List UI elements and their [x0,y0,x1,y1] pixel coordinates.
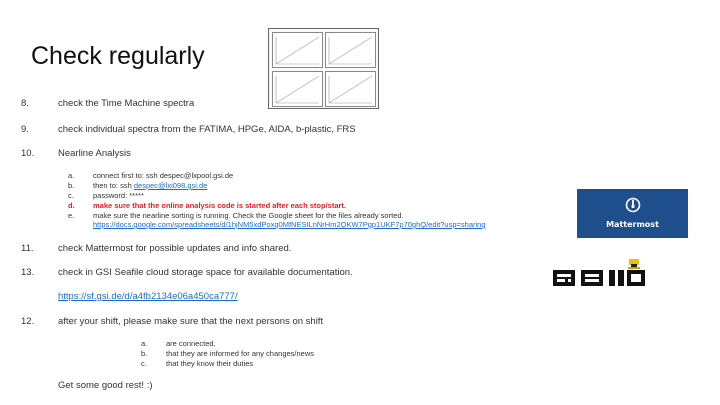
sub-letter: b. [68,181,75,190]
item-text: check the Time Machine spectra [58,98,195,109]
seafile-link[interactable]: https://sf.gsi.de/d/a4fb2134e06a450ca777/ [58,291,238,302]
mattermost-label: Mattermost [606,220,659,229]
spectrum-panel [325,32,376,68]
closing-text: Get some good rest! :) [58,380,153,391]
sub-text-with-link [93,181,207,190]
sub-letter: c. [141,359,147,368]
item-text: check in GSI Seafile cloud storage space for available documentation. [58,267,353,278]
time-machine-spectra-thumbnail [268,28,379,109]
item-text: check Mattermost for possible updates and info shared. [58,243,292,254]
sub-text-warning: make sure that the online analysis code is started after each stop/start. [93,201,347,210]
sub-text: are connected, [166,339,216,348]
sub-letter: b. [141,349,148,358]
item-number: 10. [21,148,35,159]
sub-text: password: ***** [93,191,144,200]
spectrum-panel [272,71,323,107]
sub-text: that they know their duties [166,359,254,368]
mattermost-logo [577,189,688,238]
sub-text: make sure the nearline sorting is running. Check the Google sheet for the files already sorted. [93,211,404,220]
item-number: 11. [21,243,34,254]
slide-title: Check regularly [31,42,205,70]
mattermost-icon [625,197,641,213]
spectrum-panel [325,71,376,107]
item-number: 13. [21,267,35,278]
item-text: check individual spectra from the FATIMA, HPGe, AIDA, b-plastic, FRS [58,124,356,135]
item-number: 12. [21,316,35,327]
item-text: after your shift, please make sure that the next persons on shift [58,316,324,327]
sub-letter: a. [68,171,75,180]
gsi-logo [551,258,647,288]
sub-letter: a. [141,339,148,348]
spectrum-panel [272,32,323,68]
sub-letter: d. [68,201,75,210]
sub-prefix: then to: ssh [93,181,134,190]
item-text: Nearline Analysis [58,148,131,159]
sub-text: that they are informed for any changes/news [166,349,315,358]
sub-letter: e. [68,211,75,220]
google-sheet-link[interactable]: https://docs.google.com/spreadsheets/d/1hjNM5xdPoxq0MfNESILnNrHm2QKW7Pgp1UKF7p70ghQ/edit?usp=sharing [93,220,486,229]
ssh-host-link[interactable]: despec@lxi098.gsi.de [133,181,208,190]
sub-letter: c. [68,191,74,200]
item-number: 8. [21,98,29,109]
sub-text: connect first to: ssh despec@lxpool.gsi.de [93,171,234,180]
item-number: 9. [21,124,29,135]
